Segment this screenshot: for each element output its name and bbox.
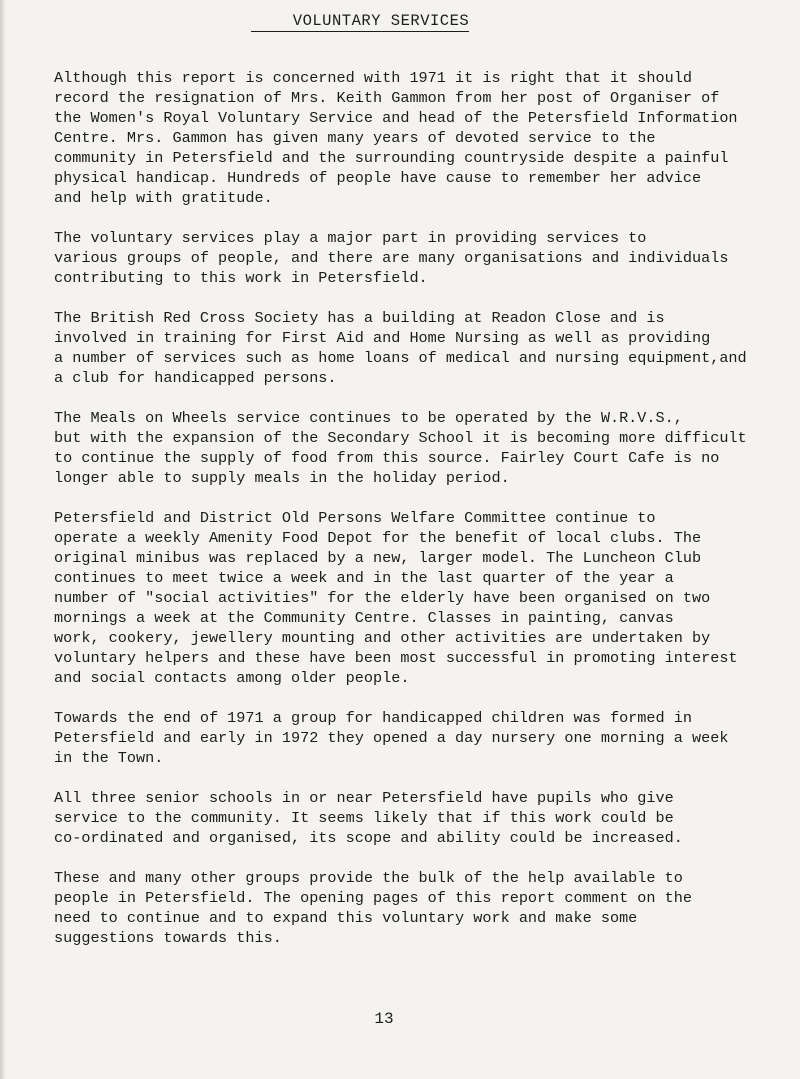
- paragraph-handicapped-children: Towards the end of 1971 a group for handicapped children was formed in Petersfield and early in 1972 they opened a day nursery one morning a week in the Town.: [54, 709, 729, 767]
- paragraph-red-cross: The British Red Cross Society has a building at Readon Close and is involved in training for First Aid and Home Nursing as well as providing a number of services such as home loans of medical and nursing equipment,and a club for handicapped persons.: [54, 309, 747, 387]
- paragraph-meals-on-wheels: The Meals on Wheels service continues to be operated by the W.R.V.S., but with the expansion of the Secondary School it is becoming more difficult to continue the supply of food from this source. Fairley Court Cafe is no longer able to supply meals in the holiday period.: [54, 409, 747, 487]
- body-text: [54, 68, 780, 968]
- paragraph-voluntary-services: The voluntary services play a major part in providing services to various groups of people, and there are many organisations and individuals contributing to this work in Petersfield.: [54, 229, 729, 287]
- paragraph-senior-schools: All three senior schools in or near Petersfield have pupils who give service to the community. It seems likely that if this work could be co-ordinated and organised, its scope and ability could be increased.: [54, 789, 683, 847]
- page-heading-text: VOLUNTARY SERVICES: [251, 12, 469, 32]
- paragraph-wrvs-resignation: Although this report is concerned with 1971 it is right that it should record the resignation of Mrs. Keith Gammon from her post of Organiser of the Women's Royal Voluntary Service and head of the Petersfield Information Centre. Mrs. Gammon has given many years of devoted service to the community in Petersfield and the surrounding countryside despite a painful physical handicap. Hundreds of people have cause to remember her advice and help with gratitude.: [54, 69, 738, 207]
- page-edge-shadow: [0, 0, 6, 1079]
- paragraph-old-persons-welfare: Petersfield and District Old Persons Welfare Committee continue to operate a weekly Amenity Food Depot for the benefit of local clubs. The original minibus was replaced by a new, larger model. The Luncheon Club continues to meet twice a week and in the last quarter of the year a number of "social activities" for the elderly have been organised on two mornings a week at the Community Centre. Classes in painting, canvas work, cookery, jewellery mounting and other activities are undertaken by voluntary helpers and these have been most successful in promoting interest and social contacts among older people.: [54, 509, 738, 687]
- paragraph-summary: These and many other groups provide the bulk of the help available to people in Petersfield. The opening pages of this report comment on the need to continue and to expand this voluntary work and make some suggestions towards this.: [54, 869, 692, 947]
- page-heading: [0, 12, 800, 32]
- page-number: 13: [374, 1010, 394, 1028]
